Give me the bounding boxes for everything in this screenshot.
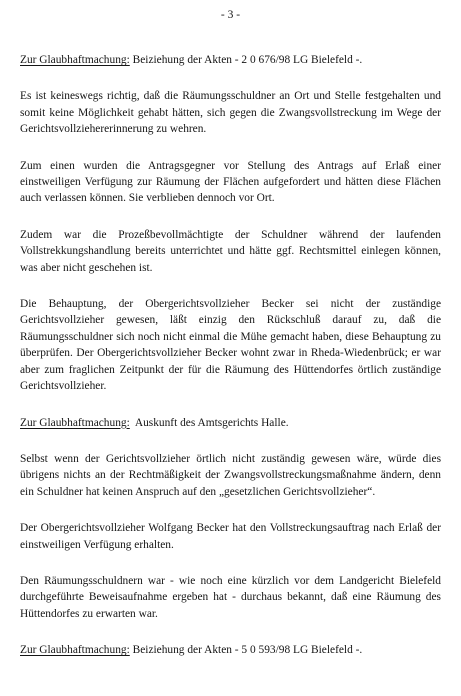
paragraph-prior-request: Zum einen wurden die Antragsgegner vor Stellung des Antrags auf Erlaß einer einstweiligen Verfügung zur Räumung der Flächen aufgefordert und hätten diese Flächen auch verlassen können. Sie verblieben dennoch vor Ort. (20, 159, 441, 205)
paragraph-enforcement-order: Der Obergerichtsvollzieher Wolfgang Becker hat den Vollstreckungsauftrag nach Erlaß der einstweiligen Verfügung erhalten. (20, 522, 441, 551)
paragraph-eviction-known: Den Räumungsschuldnern war - wie noch eine kürzlich vor dem Landgericht Bielefeld durchgeführte Beweisaufnahme ergeben hat - durchaus bekannt, daß eine Räumung des Hüttendorfes zu erwarten war. (20, 574, 441, 620)
credibility-label: Zur Glaubhaftmachung: (20, 416, 130, 429)
credibility-text: Beiziehung der Akten - 2 0 676/98 LG Bielefeld -. (132, 54, 363, 66)
credibility-text: Auskunft des Amtsgerichts Halle. (134, 416, 289, 429)
credibility-note-court-files-2 (20, 642, 441, 658)
paragraph-no-right-to-bailiff: Selbst wenn der Gerichtsvollzieher örtlich nicht zuständig gewesen wäre, würde dies übrigens nichts an der Rechtmäßigkeit der Zwangsvollstreckungsmaßnahme ändern, denn ein Schuldner hat keinen Anspruch auf den „gesetzlichen Gerichtsvollzieher“. (20, 452, 441, 498)
credibility-note-court-files (20, 52, 441, 68)
paragraph-no-opportunity: Es ist keineswegs richtig, daß die Räumungsschuldner an Ort und Stelle festgehalten und somit keine Möglichkeit gehabt hätten, sich gegen die Zwangsvollstreckung im Wege der Gerichtsvollziehererinnerung zu wehren. (20, 90, 441, 136)
credibility-note-court-inquiry (20, 415, 441, 431)
paragraph-bailiff-competence: Die Behauptung, der Obergerichtsvollzieher Becker sei nicht der zuständige Gerichtsvollzieher gewesen, läßt einzig den Rückschluß darauf zu, daß die Räumungsschuldner sich noch nicht einmal die Mühe gemacht haben, diese Behauptung zu überprüfen. Der Obergerichtsvollzieher Becker wohnt zwar in Rheda-Wiedenbrück; er war aber zum fraglichen Zeitpunkt der für die Räumung des Hüttendorfes örtlich zuständige Gerichtsvollzieher. (20, 298, 441, 393)
page-number: - 3 - (220, 9, 241, 21)
page-body (20, 52, 441, 679)
credibility-text: Beiziehung der Akten - 5 0 593/98 LG Bielefeld -. (132, 644, 363, 657)
credibility-label: Zur Glaubhaftmachung: (20, 644, 130, 657)
paragraph-attorney-informed: Zudem war die Prozeßbevollmächtigte der Schuldner während der laufenden Vollstrekkungshandlung bereits unterrichtet und hätte ggf. Rechtsmittel einlegen können, was aber nicht geschehen ist. (20, 228, 441, 274)
credibility-label: Zur Glaubhaftmachung: (20, 54, 130, 66)
